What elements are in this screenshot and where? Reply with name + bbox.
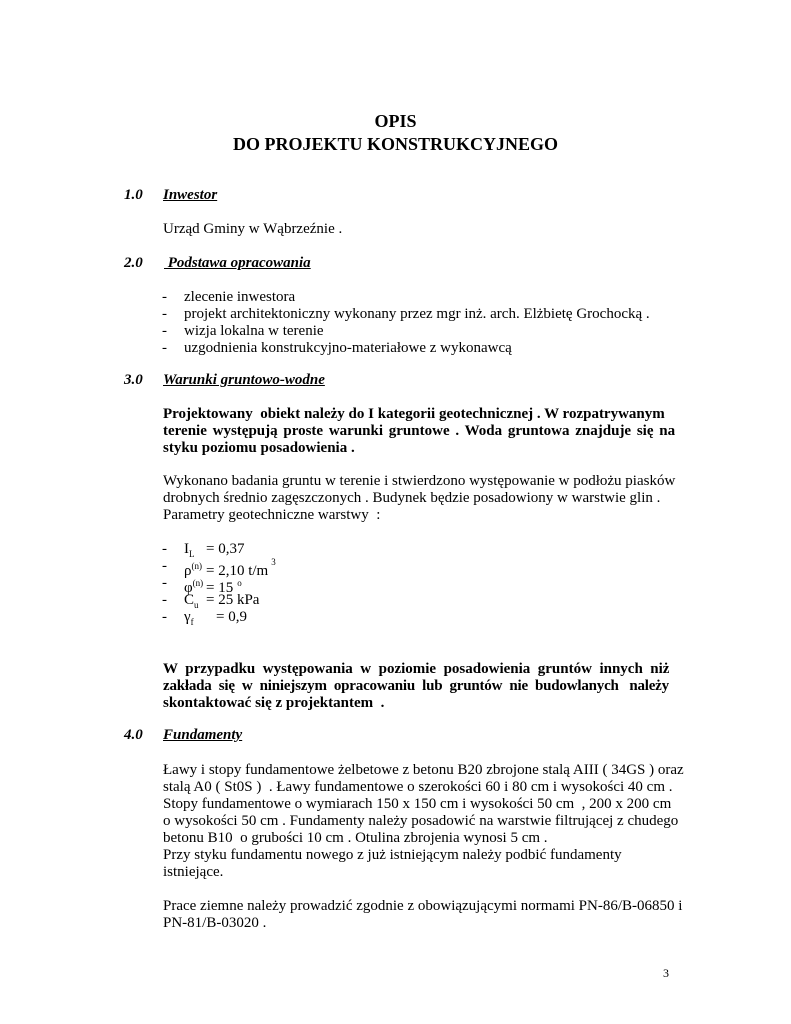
param-symbol: $I_L$	[184, 541, 195, 559]
param-symbol: $C_u$	[184, 592, 199, 610]
list-dash: -	[162, 340, 167, 356]
section-heading-basis: Podstawa opracowania	[164, 255, 311, 271]
section-number: 4.0	[124, 727, 143, 743]
param-value: = 0,37	[206, 541, 245, 557]
soil-text-line: Wykonano badania gruntu w terenie i stwierdzono występowanie w podłożu piasków	[163, 473, 676, 489]
list-dash: -	[162, 323, 167, 339]
soil-bold-line: Projektowany obiekt należy do I kategorii geotechnicznej . W rozpatrywanym	[163, 406, 665, 422]
page-subtitle: DO PROJEKTU KONSTRUKCYJNEGO	[232, 134, 559, 154]
list-dash: -	[162, 609, 167, 625]
warning-line: skontaktować się z projektantem .	[163, 695, 385, 711]
soil-bold-line: terenie występują proste warunki gruntowe . Woda gruntowa znajduje się na	[163, 423, 676, 439]
page-number: 3	[663, 966, 669, 980]
soil-text-line: drobnych średnio zagęszczonych . Budynek będzie posadowiony w warstwie glin .	[163, 490, 661, 506]
section-number: 3.0	[124, 372, 143, 388]
page-title: OPIS	[374, 111, 417, 131]
soil-bold-line: styku poziomu posadowienia .	[163, 440, 355, 456]
list-item: wizja lokalna w terenie	[184, 323, 324, 339]
list-item: uzgodnienia konstrukcyjno-materiałowe z wykonawcą	[184, 340, 512, 356]
foundation-text-line: stalą A0 ( St0S ) . Ławy fundamentowe o szerokości 60 i 80 cm i wysokości 40 cm .	[163, 779, 673, 795]
soil-text-line: Parametry geotechniczne warstwy :	[163, 507, 381, 523]
foundation-text-line: Ławy i stopy fundamentowe żelbetowe z betonu B20 zbrojone stalą AIII ( 34GS ) oraz	[163, 762, 684, 778]
list-dash: -	[162, 306, 167, 322]
param-symbol: $\varphi^{(n)}$	[184, 578, 204, 596]
warning-line: W przypadku występowania w poziomie posadowienia gruntów innych niż	[163, 661, 670, 677]
list-dash: -	[162, 289, 167, 305]
list-item: projekt architektoniczny wykonany przez mgr inż. arch. Elżbietę Grochocką .	[184, 306, 650, 322]
section-number: 1.0	[124, 187, 143, 203]
section-heading-investor: Inwestor	[163, 187, 218, 203]
warning-line: zakłada się w niniejszym opracowaniu lub gruntów nie budowlanych należy	[163, 678, 669, 694]
param-symbol: $\rho^{(n)}$	[184, 561, 202, 579]
foundation-text-line: PN-81/B-03020 .	[163, 915, 267, 931]
param-value: = 2,10 $t/m^3$	[206, 557, 276, 579]
foundation-text-line: Przy styku fundamentu nowego z już istniejącym należy podbić fundamenty	[163, 847, 622, 863]
list-dash: -	[162, 592, 167, 608]
list-dash: -	[162, 558, 167, 574]
foundation-text-line: betonu B10 o grubości 10 cm . Otulina zbrojenia wynosi 5 cm .	[163, 830, 548, 846]
param-value: = 25 kPa	[206, 592, 260, 608]
list-dash: -	[162, 575, 167, 591]
param-value: = 0,9	[216, 609, 247, 625]
list-dash: -	[162, 541, 167, 557]
foundation-text-line: o wysokości 50 cm . Fundamenty należy posadowić na warstwie filtrującej z chudego	[163, 813, 679, 829]
list-item: zlecenie inwestora	[184, 289, 296, 305]
foundation-text-line: Stopy fundamentowe o wymiarach 150 x 150 cm i wysokości 50 cm , 200 x 200 cm	[163, 796, 672, 812]
param-symbol: $\gamma_f$	[184, 609, 194, 627]
foundation-text-line: istniejące.	[163, 864, 224, 880]
foundation-text-line: Prace ziemne należy prowadzić zgodnie z obowiązującymi normami PN-86/B-06850 i	[163, 898, 683, 914]
section-heading-foundations: Fundamenty	[163, 727, 243, 743]
investor-text: Urząd Gminy w Wąbrzeźnie .	[163, 221, 343, 237]
section-heading-soil: Warunki gruntowo-wodne	[163, 372, 325, 388]
section-number: 2.0	[124, 255, 143, 271]
param-value: = 15 $^o$	[206, 578, 242, 596]
